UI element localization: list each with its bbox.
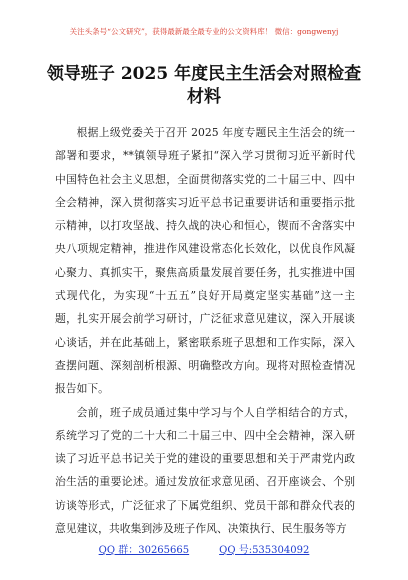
title-line: 材料 <box>187 87 221 107</box>
body-line: 中国特色社会主义思想，全面贯彻落实党的二十届三中、四中 <box>55 172 355 186</box>
qq-number-link[interactable]: QQ 号:535304092 <box>219 545 310 556</box>
body-line: 读了习近平总书记关于党的建设的重要思想和关于严肃党内政 <box>55 452 355 466</box>
footer-contact <box>0 544 408 558</box>
body-line: 查摆问题、深刻剖析根源、明确整改方向。现将对照检查情况 <box>55 358 355 372</box>
body-paragraph <box>55 401 355 541</box>
body-line: 系统学习了党的二十大和二十届三中、四中全会精神，深入研 <box>55 428 355 442</box>
body-line: 会前，班子成员通过集中学习与个人自学相结合的方式， <box>76 405 355 419</box>
document-title <box>30 63 378 109</box>
body-line: 治生活的重要论述。通过发放征求意见函、召开座谈会、个别 <box>55 475 355 489</box>
body-line: 访谈等形式，广泛征求了下属党组织、党员干部和群众代表的 <box>55 498 355 512</box>
body-line: 题，扎实开展会前学习研讨，广泛征求意见建议，深入开展谈 <box>55 312 355 326</box>
body-line: 央八项规定精神，推进作风建设常态化长效化，以优良作风凝 <box>55 242 355 256</box>
body-paragraph <box>55 121 355 401</box>
body-line: 全会精神，深入贯彻落实习近平总书记重要讲话和重要指示批 <box>55 195 355 209</box>
body-line: 示精神，以打攻坚战、持久战的决心和恒心，锲而不舍落实中 <box>55 219 355 233</box>
title-line: 领导班子 2025 年度民主生活会对照检查 <box>46 64 362 84</box>
body-line: 部署和要求，**镇领导班子紧扣“深入学习贯彻习近平新时代 <box>55 149 355 163</box>
body-line: 根据上级党委关于召开 2025 年度专题民主生活会的统一 <box>76 126 355 139</box>
qq-group-link[interactable]: QQ 群：30265665 <box>98 545 190 556</box>
header-promo-note: 关注头条号“公文研究”，获得最新最全最专业的公文资料库！ 微信：gongwenyj <box>69 27 339 36</box>
body-line: 心谈话，并在此基础上，紧密联系班子思想和工作实际，深入 <box>55 335 355 349</box>
body-line: 式现代化，为实现“十五五”良好开局奠定坚实基础”这一主 <box>55 289 355 303</box>
body-line: 意见建议，共收集到涉及班子作风、决策执行、民生服务等方 <box>55 522 347 536</box>
document-body <box>55 121 355 540</box>
body-line: 报告如下。 <box>55 382 109 396</box>
body-line: 心聚力、真抓实干，聚焦高质量发展首要任务，扎实推进中国 <box>55 265 355 279</box>
